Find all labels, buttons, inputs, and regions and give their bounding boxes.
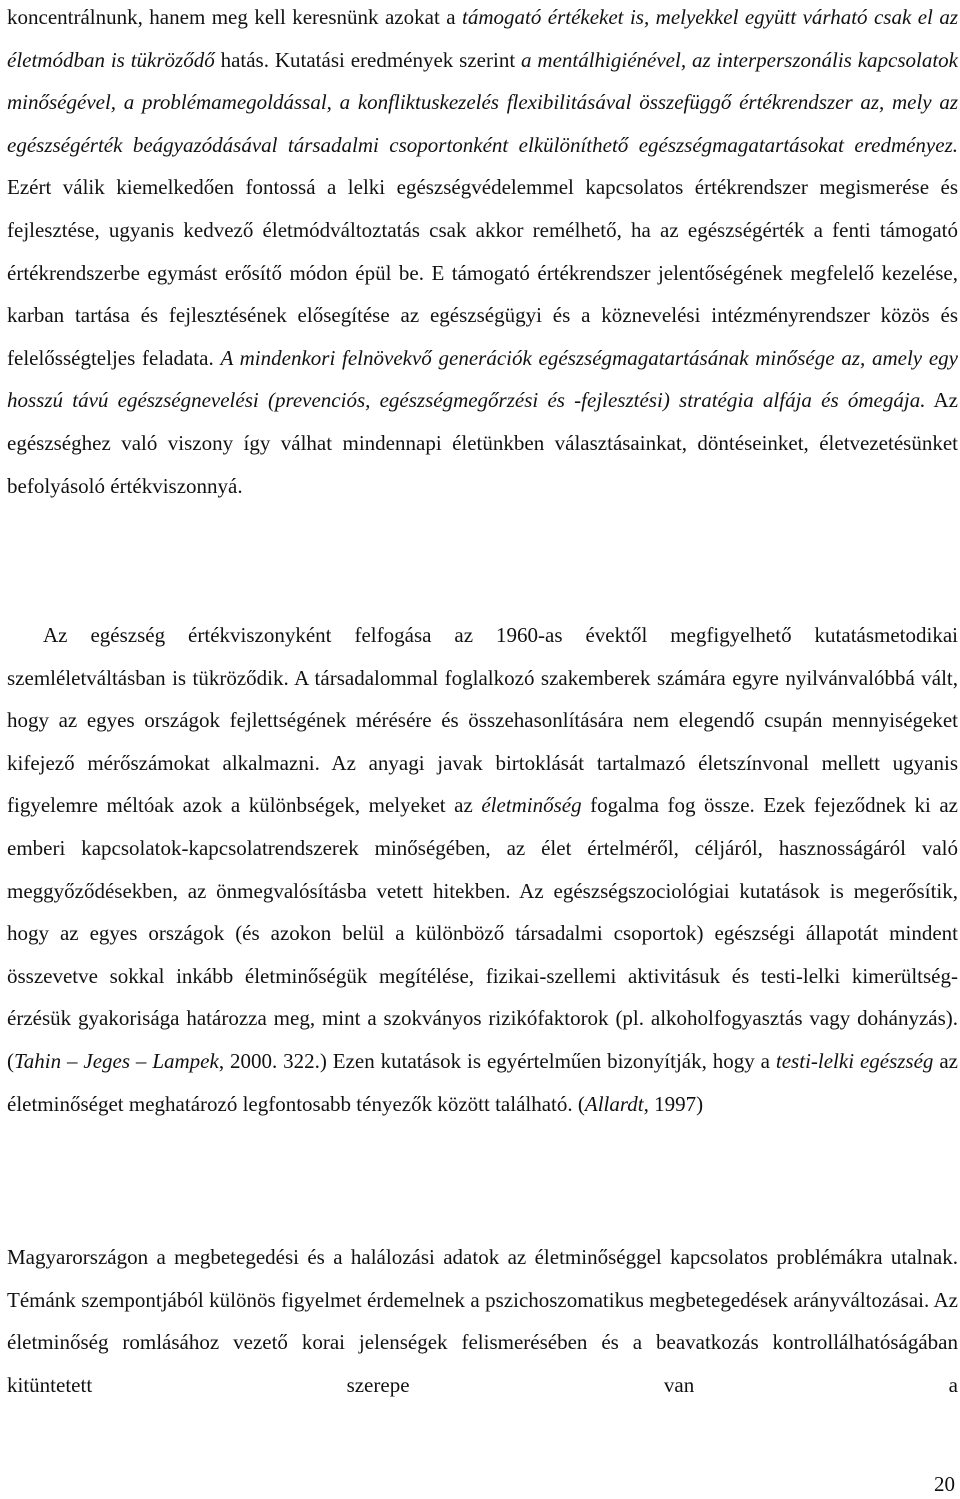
paragraph-quality-of-life xyxy=(7,614,958,1125)
text-run-italic: támogató értékeket is, melyekkel együtt várható csak el az életmódban is tükröződő xyxy=(7,5,958,72)
text-run-italic: testi-lelki egészség xyxy=(775,1048,934,1073)
paragraph-hungary xyxy=(7,1236,958,1406)
text-run: az életminőséget meghatározó legfontosabb tényezők között található. ( xyxy=(7,1048,958,1116)
page-number: 20 xyxy=(934,1472,955,1496)
paragraph-values xyxy=(7,0,958,507)
text-run: Ezért válik kiemelkedően fontossá a lelki egészségvédelemmel kapcsolatos értékrendszer megismerése és fejlesztése, ugyanis kedvező életmódváltoztatás csak akkor remélhető, ha az egészségérték a fenti támogató értékrendszerbe egymást erősítő módon épül be. E támogató értékrendszer jelentőségének megfelelő kezelése, karban tartása és fejlesztésének elősegítése az egészségügyi és a köznevelési intézményrendszer közös és felelősségteljes feladata. xyxy=(7,175,958,370)
text-run: Az egészséghez való viszony így válhat mindennapi életünkben választásainkat, döntéseinket, életvezetésünket befolyásoló értékviszonnyá. xyxy=(7,388,959,498)
text-run: Az egészség értékviszonyként felfogása az 1960-as évektől megfigyelhető kutatásmetodikai szemléletváltásban is tükröződik. A társadalommal foglalkozó szakemberek számára egyre nyilvánvalóbbá vált, hogy az egyes országok fejlettségének mérésére és összehasonlítására nem elegendő csupán mennyiségeket kifejező mérőszámokat alkalmazni. Az anyagi javak birtoklását tartalmazó életszínvonal mellett ugyanis figyelemre méltóak azok a különbségek, melyeket az xyxy=(7,623,958,818)
text-run: , 1997) xyxy=(643,1091,704,1116)
text-run: koncentrálnunk, hanem meg kell keresnünk azokat a xyxy=(7,5,462,29)
text-run: fogalma fog össze. Ezek fejeződnek ki az emberi kapcsolatok-kapcsolatrendszerek minőségében, az élet értelméről, céljáról, hasznosságáról való meggyőződésekben, az önmegvalósításba vetett hitekben. Az egészségszociológiai kutatások is megerősítik, hogy az egyes országok (és azokon belül a különböző társadalmi csoportok) egészségi állapotát mindent összevetve sokkal inkább életminőségük megítélése, fizikai-szellemi aktivitásuk és testi-lelki kimerültség-érzésük gyakorisága határozza meg, mint a szokványos rizikófaktorok (pl. alkoholfogyasztás vagy dohányzás). ( xyxy=(7,793,958,1073)
citation-authors: Tahin – Jeges – Lampek xyxy=(14,1048,219,1073)
text-run: Magyarországon a megbetegedési és a halálozási adatok az életminőséggel kapcsolatos problémákra utalnak. Témánk szempontjából különös figyelmet érdemelnek a pszichoszomatikus megbetegedések arányváltozásai. Az életminőség romlásához vezető korai jelenségek felismerésében és a beavatkozás kontrollálhatóságában kitüntetett szerepe van a xyxy=(7,1245,958,1397)
citation-authors: Allardt xyxy=(584,1091,644,1116)
text-run-italic: életminőség xyxy=(481,793,582,818)
text-run: , 2000. 322.) Ezen kutatások is egyértelműen bizonyítják, hogy a xyxy=(218,1048,776,1073)
text-run: hatás. Kutatási eredmények szerint xyxy=(214,47,522,72)
text-run-italic: a mentálhigiénével, az interperszonális kapcsolatok minőségével, a problémamegoldással, a konfliktuskezelés flexibilitásával összefüggő értékrendszer az, mely az egészségérték beágyazódásával társadalmi csoportonként elkülöníthető egészségmagatartásokat eredményez. xyxy=(7,47,959,157)
text-run-italic: A mindenkori felnövekvő generációk egészségmagatartásának minősége az, amely egy hosszú távú egészségnevelési (prevenciós, egészségmegőrzési és -fejlesztési) stratégia alfája és ómegája. xyxy=(7,345,958,413)
